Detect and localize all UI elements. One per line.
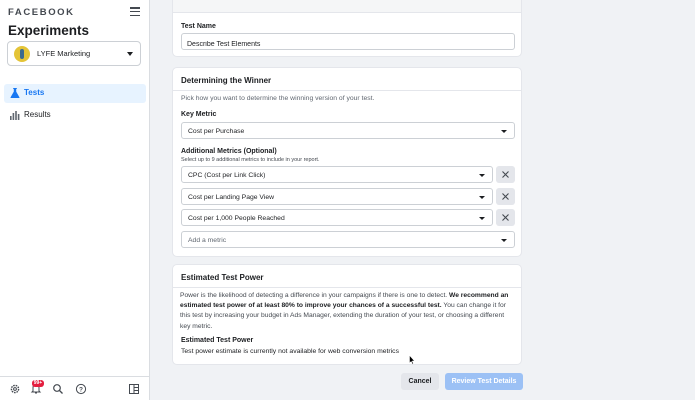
brand-logo: FACEBOOK bbox=[8, 7, 75, 18]
bar-chart-icon bbox=[9, 109, 21, 121]
notification-badge: 99+ bbox=[33, 380, 43, 386]
additional-metrics-label: Additional Metrics (Optional) bbox=[181, 148, 277, 155]
power-recommendation: We recommend an estimated test power of at least 80% to improve your chances of a successful test. bbox=[180, 292, 509, 310]
chevron-down-icon bbox=[127, 52, 133, 56]
key-metric-select[interactable] bbox=[181, 122, 515, 139]
sidebar bbox=[0, 0, 150, 400]
additional-metric-value: Cost per Landing Page View bbox=[188, 194, 275, 201]
close-icon bbox=[501, 170, 510, 179]
estimate-label: Estimated Test Power bbox=[181, 337, 254, 344]
sidebar-item-tests[interactable] bbox=[4, 84, 146, 103]
account-name: LYFE Marketing bbox=[37, 49, 91, 58]
remove-metric-button[interactable] bbox=[496, 188, 515, 205]
chevron-down-icon bbox=[479, 174, 485, 177]
sidebar-item-results[interactable] bbox=[4, 106, 146, 125]
divider bbox=[173, 90, 521, 91]
account-avatar bbox=[14, 46, 30, 62]
sidebar-item-label: Results bbox=[24, 110, 51, 119]
additional-metric-value: CPC (Cost per Link Click) bbox=[188, 172, 266, 179]
additional-metric-select[interactable] bbox=[181, 209, 493, 226]
remove-metric-button[interactable] bbox=[496, 166, 515, 183]
estimate-value: Test power estimate is currently not available for web conversion metrics bbox=[181, 348, 399, 355]
chevron-down-icon bbox=[501, 130, 507, 133]
remove-metric-button[interactable] bbox=[496, 209, 515, 226]
sidebar-item-label: Tests bbox=[24, 88, 45, 97]
power-description bbox=[180, 291, 514, 332]
additional-metric-value: Cost per 1,000 People Reached bbox=[188, 215, 285, 222]
power-text: You can change it for this test by increasing your budget in Ads Manager, extending the duration of your test, or choosing a different key metric. bbox=[180, 302, 506, 330]
winner-description: Pick how you want to determine the winning version of your test. bbox=[181, 95, 375, 102]
review-test-details-button[interactable]: Review Test Details bbox=[445, 373, 523, 390]
flask-icon bbox=[9, 87, 21, 99]
settings-icon[interactable] bbox=[9, 383, 21, 395]
app-title: Experiments bbox=[8, 23, 90, 38]
additional-metric-select[interactable] bbox=[181, 188, 493, 205]
card-header-strip bbox=[173, 0, 521, 13]
test-name-card bbox=[172, 0, 522, 57]
svg-text:?: ? bbox=[79, 386, 83, 394]
mouse-cursor-icon bbox=[409, 355, 415, 365]
test-name-label: Test Name bbox=[181, 23, 216, 30]
test-name-input[interactable] bbox=[181, 33, 515, 50]
panel-toggle-icon[interactable] bbox=[128, 383, 140, 395]
divider bbox=[173, 287, 521, 288]
cancel-button[interactable]: Cancel bbox=[401, 373, 439, 390]
winner-card bbox=[172, 67, 522, 257]
winner-title: Determining the Winner bbox=[181, 76, 272, 85]
power-title: Estimated Test Power bbox=[181, 273, 264, 282]
menu-icon[interactable] bbox=[130, 7, 140, 16]
additional-metrics-hint: Select up to 9 additional metrics to include in your report. bbox=[181, 157, 320, 163]
power-text: Power is the likelihood of detecting a difference in your campaigns if there is one to detect. bbox=[180, 292, 450, 299]
close-icon bbox=[501, 213, 510, 222]
add-metric-select[interactable] bbox=[181, 231, 515, 248]
key-metric-label: Key Metric bbox=[181, 111, 217, 118]
account-selector[interactable] bbox=[7, 41, 141, 66]
help-icon[interactable] bbox=[75, 383, 87, 395]
chevron-down-icon bbox=[479, 217, 485, 220]
search-icon[interactable] bbox=[52, 383, 64, 395]
additional-metric-select[interactable] bbox=[181, 166, 493, 183]
close-icon bbox=[501, 192, 510, 201]
chevron-down-icon bbox=[479, 196, 485, 199]
sidebar-bottom-bar bbox=[0, 376, 150, 400]
add-metric-placeholder: Add a metric bbox=[188, 237, 227, 244]
chevron-down-icon bbox=[501, 239, 507, 242]
key-metric-value: Cost per Purchase bbox=[188, 128, 245, 135]
